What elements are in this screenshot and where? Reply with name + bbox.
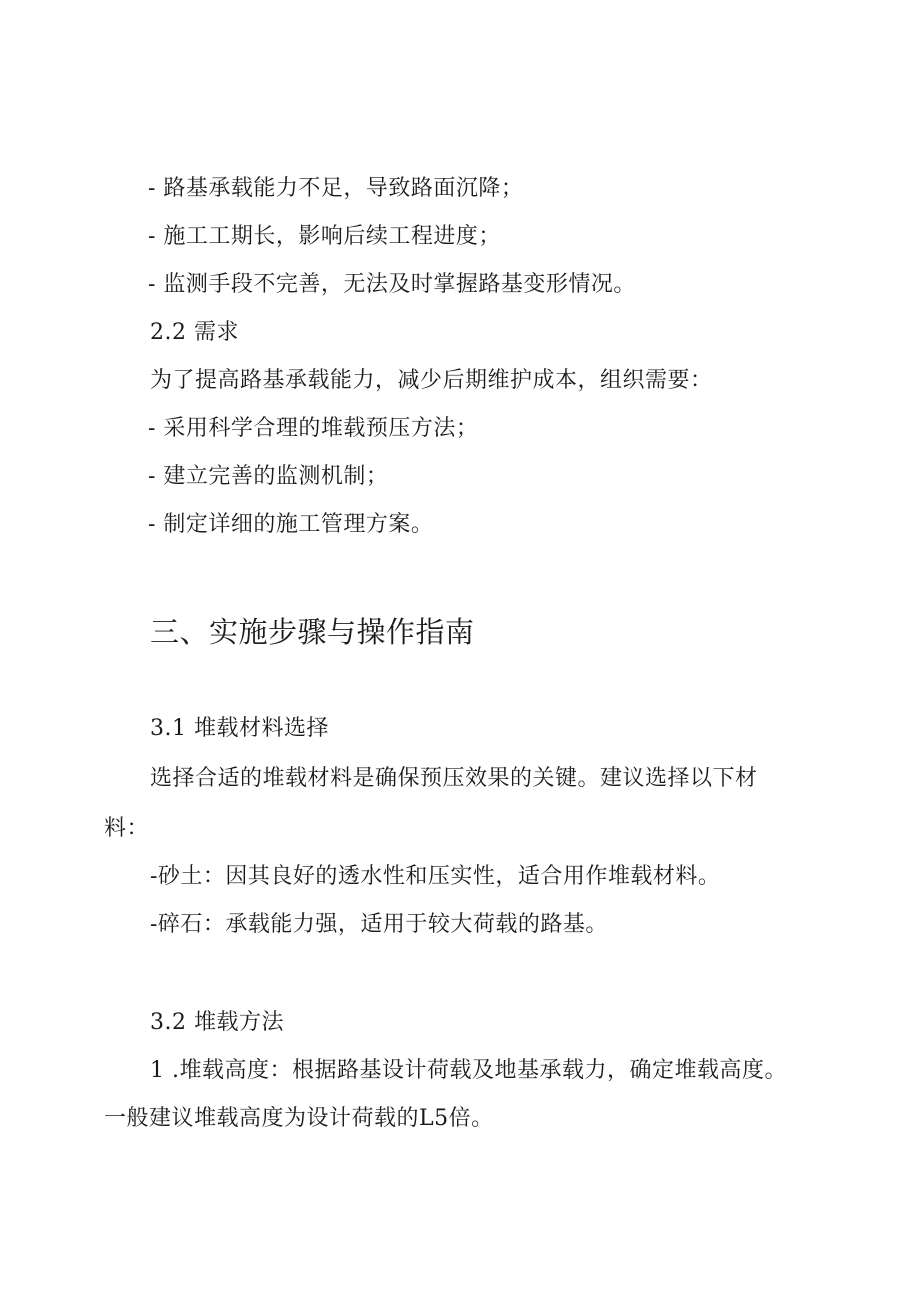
section-3-1-paragraph-line-2: 料：	[104, 816, 150, 841]
problem-item-3: - 监测手段不完善，无法及时掌握路基变形情况。	[148, 272, 636, 297]
section-3-2-title: 3.2 堆载方法	[150, 1010, 284, 1035]
problem-item-1: - 路基承载能力不足，导致路面沉降；	[148, 176, 524, 201]
problem-item-2: - 施工工期长，影响后续工程进度；	[148, 224, 501, 249]
section-2-2-intro: 为了提高路基承载能力，减少后期维护成本，组织需要：	[150, 368, 713, 393]
material-item-sand: -砂土：因其良好的透水性和压实性，适合用作堆载材料。	[150, 864, 721, 889]
section-2-2-title: 2.2 需求	[150, 320, 239, 345]
material-item-gravel: -碎石：承载能力强，适用于较大荷载的路基。	[150, 912, 608, 937]
need-item-1: - 采用科学合理的堆载预压方法；	[148, 416, 479, 441]
section-3-2-paragraph-line-2: 一般建议堆载高度为设计荷载的L5倍。	[104, 1106, 494, 1131]
section-3-heading: 三、实施步骤与操作指南	[150, 615, 475, 649]
section-3-1-title: 3.1 堆载材料选择	[150, 716, 329, 741]
section-3-1-paragraph-line-1: 选择合适的堆载材料是确保预压效果的关键。建议选择以下材	[150, 766, 758, 791]
section-3-2-paragraph-line-1: 1 .堆载高度：根据路基设计荷载及地基承载力，确定堆载高度。	[150, 1058, 787, 1083]
need-item-2: - 建立完善的监测机制；	[148, 464, 389, 489]
need-item-3: - 制定详细的施工管理方案。	[148, 512, 434, 537]
